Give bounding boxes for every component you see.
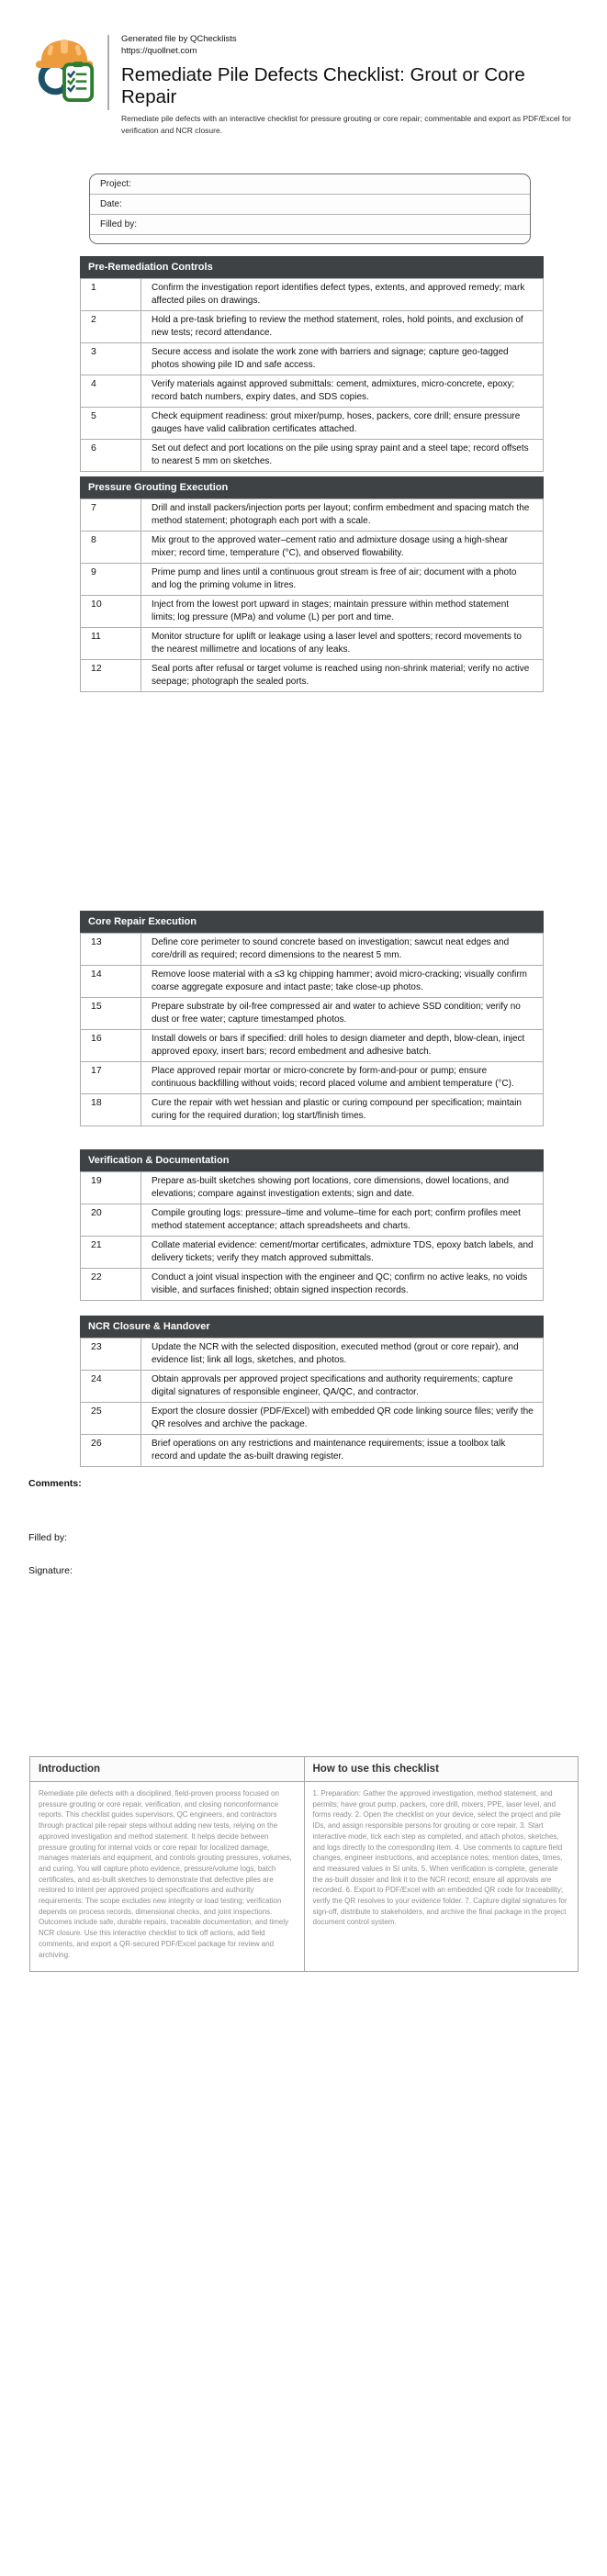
section-rows xyxy=(81,499,544,692)
section-title: Core Repair Execution xyxy=(80,911,544,933)
checklist-table xyxy=(80,1171,544,1301)
item-text: Secure access and isolate the work zone with barriers and signage; capture geo-tagged photos showing pile ID and safe access. xyxy=(141,343,544,375)
item-text: Prepare substrate by oil-free compressed air and water to achieve SSD condition; verify no dust or free water; capture timestamped photos. xyxy=(141,998,544,1030)
item-text: Conduct a joint visual inspection with the engineer and QC; confirm no active leaks, no voids visible, and surfaces finished; obtain signed inspection records. xyxy=(141,1269,544,1301)
checklist-row xyxy=(81,1172,544,1204)
checklist-table xyxy=(80,278,544,472)
meta-field-label: Filled by: xyxy=(90,215,530,235)
generated-by-text: Generated file by QChecklists xyxy=(121,34,237,44)
checklist-section xyxy=(80,476,544,692)
intro-body: Remediate pile defects with a disciplined, field-proven process focused on pressure grouting or core repair, verification, and closing nonconformance reports. This checklist guides supervisors, QC engineers, and contractors through practical pile repair steps without adding new tests, relying on the approved investigation and method statement. It helps decide between pressure grouting for internal voids or core repair for localized damage, manages materials and equipment, and controls grouting pressures, volumes, and curing. You will capture photo evidence, pressure/volume logs, batch certificates, and as-built sketches to demonstrate that defective piles are restored to intent per approved project specifications and authority requirements. The scope excludes new integrity or load testing; verification depends on process records, dimensional checks, and joint inspections. Outcomes include safe, durable repairs, traceable documentation, and timely NCR closure. Use this interactive checklist to tick off actions, add field comments, and export a QR-secured PDF/Excel package for review and archiving. xyxy=(30,1782,305,1972)
meta-field-label: Date: xyxy=(90,195,530,215)
checklist-row xyxy=(81,1094,544,1126)
item-text: Collate material evidence: cement/mortar certificates, admixture TDS, epoxy batch labels, and delivery tickets; verify they match approved submittals. xyxy=(141,1237,544,1269)
item-number: 15 xyxy=(81,998,141,1030)
page-subtitle: Remediate pile defects with an interactive checklist for pressure grouting or core repair; commentable and export as PDF/Excel for verification and NCR closure. xyxy=(121,113,571,136)
checklist-row xyxy=(81,343,544,375)
item-number: 20 xyxy=(81,1204,141,1237)
checklist-row xyxy=(81,1338,544,1371)
item-text: Compile grouting logs: pressure–time and volume–time for each port; confirm profiles meet method statement acceptance; attach spreadsheets and charts. xyxy=(141,1204,544,1237)
item-text: Define core perimeter to sound concrete based on investigation; sawcut neat edges and core/drill as required; record dimensions to the nearest 5 mm. xyxy=(141,934,544,966)
item-text: Inject from the lowest port upward in stages; maintain pressure within method statement limits; log pressure (MPa) and volume (L) per port and time. xyxy=(141,596,544,628)
document-header xyxy=(0,0,607,137)
checklist-row xyxy=(81,532,544,564)
qchecklists-logo xyxy=(30,35,98,105)
checklist-row xyxy=(81,966,544,998)
checklist-row xyxy=(81,408,544,440)
meta-rows-container xyxy=(90,174,530,235)
item-text: Mix grout to the approved water–cement ratio and admixture dosage using a high-shear mixer; record time, temperature (°C), and observed flowability. xyxy=(141,532,544,564)
checklist-row xyxy=(81,279,544,311)
item-number: 9 xyxy=(81,564,141,596)
item-text: Set out defect and port locations on the pile using spray paint and a steel tape; record offsets to nearest 5 mm on sketches. xyxy=(141,440,544,472)
info-table-body-row xyxy=(30,1782,579,1972)
item-number: 21 xyxy=(81,1237,141,1269)
item-number: 18 xyxy=(81,1094,141,1126)
item-text: Drill and install packers/injection ports per layout; confirm embedment and spacing match the method statement; photograph each port with a scale. xyxy=(141,499,544,532)
checklist-row xyxy=(81,998,544,1030)
meta-box xyxy=(89,174,531,244)
item-number: 25 xyxy=(81,1403,141,1435)
checklist-row xyxy=(81,660,544,692)
checklist-section xyxy=(80,1149,544,1301)
checklist-table xyxy=(80,933,544,1126)
section-rows xyxy=(81,1338,544,1467)
checklist-table xyxy=(80,498,544,692)
item-number: 14 xyxy=(81,966,141,998)
checklist-row xyxy=(81,311,544,343)
item-text: Install dowels or bars if specified: drill holes to design diameter and depth, blow-clean, inject approved epoxy, insert bars; record embedment and adhesive batch. xyxy=(141,1030,544,1062)
item-text: Prepare as-built sketches showing port locations, core dimensions, dowel locations, and elevations; compare against investigation extents; sign and date. xyxy=(141,1172,544,1204)
section-title: Verification & Documentation xyxy=(80,1149,544,1171)
checklist-row xyxy=(81,1435,544,1467)
checklist-row xyxy=(81,499,544,532)
howto-body: 1. Preparation: Gather the approved investigation, method statement, and permits; have grout pump, packers, core drill, mixers, PPE, laser level, and forms ready. 2. Open the checklist on your device, select the project and pile IDs, and assign responsible persons for grouting or core repair. 3. Start interactive mode, tick each step as completed, and attach photos, sketches, and logs directly to the corresponding item. 4. Use comments to capture field changes, engineer instructions, and acceptance notes; mention dates, times, and measured values in SI units. 5. When verification is complete, generate the as-built dossier and link it to the NCR record; ensure all approvals are recorded. 6. Export to PDF/Excel with an embedded QR code for traceability; verify the QR resolves to your evidence folder. 7. Capture digital signatures for sign-off, distribute to stakeholders, and archive the final package in the project document control system. xyxy=(304,1782,579,1972)
meta-field-label: Project: xyxy=(90,174,530,195)
checklist-row xyxy=(81,1062,544,1094)
signature-label: Signature: xyxy=(28,1565,73,1577)
checklist-row xyxy=(81,1237,544,1269)
item-text: Brief operations on any restrictions and maintenance requirements; issue a toolbox talk record and update the as-built drawing register. xyxy=(141,1435,544,1467)
item-number: 22 xyxy=(81,1269,141,1301)
checklist-row xyxy=(81,1030,544,1062)
item-number: 5 xyxy=(81,408,141,440)
section-title: Pressure Grouting Execution xyxy=(80,476,544,498)
item-text: Place approved repair mortar or micro-concrete by form-and-pour or pump; ensure continuous backfilling without voids; record placed volume and ambient temperature (°C). xyxy=(141,1062,544,1094)
site-url-text: https://quollnet.com xyxy=(121,46,197,57)
item-number: 10 xyxy=(81,596,141,628)
item-number: 6 xyxy=(81,440,141,472)
item-number: 17 xyxy=(81,1062,141,1094)
section-title: Pre-Remediation Controls xyxy=(80,256,544,278)
header-divider xyxy=(107,35,109,110)
checklist-clipboard-icon xyxy=(64,62,92,100)
item-number: 12 xyxy=(81,660,141,692)
checklist-row xyxy=(81,564,544,596)
item-number: 19 xyxy=(81,1172,141,1204)
item-number: 26 xyxy=(81,1435,141,1467)
item-text: Seal ports after refusal or target volume is reached using non-shrink material; verify no active seepage; photograph the sealed ports. xyxy=(141,660,544,692)
item-number: 23 xyxy=(81,1338,141,1371)
item-text: Update the NCR with the selected disposition, executed method (grout or core repair), and evidence list; link all logs, sketches, and photos. xyxy=(141,1338,544,1371)
checklist-row xyxy=(81,440,544,472)
meta-spacer xyxy=(90,235,530,243)
checklist-row xyxy=(81,1371,544,1403)
info-table xyxy=(29,1756,579,1972)
checklist-row xyxy=(81,375,544,408)
item-text: Hold a pre-task briefing to review the method statement, roles, hold points, and exclusion of new tests; record attendance. xyxy=(141,311,544,343)
checklist-row xyxy=(81,596,544,628)
item-text: Monitor structure for uplift or leakage using a laser level and spotters; record movements to the nearest millimetre and locations of any leaks. xyxy=(141,628,544,660)
item-number: 11 xyxy=(81,628,141,660)
checklist-section xyxy=(80,1316,544,1467)
item-number: 2 xyxy=(81,311,141,343)
section-title: NCR Closure & Handover xyxy=(80,1316,544,1338)
item-number: 7 xyxy=(81,499,141,532)
item-number: 3 xyxy=(81,343,141,375)
item-text: Check equipment readiness: grout mixer/pump, hoses, packers, core drill; ensure pressure gauges have valid calibration certificates attached. xyxy=(141,408,544,440)
item-text: Verify materials against approved submittals: cement, admixtures, micro-concrete, epoxy; record batch numbers, expiry dates, and SDS copies. xyxy=(141,375,544,408)
section-rows xyxy=(81,1172,544,1301)
checklist-row xyxy=(81,934,544,966)
item-text: Remove loose material with a ≤3 kg chipping hammer; avoid micro-cracking; visually confirm coarse aggregate exposure and intact paste; take close-up photos. xyxy=(141,966,544,998)
filled-by-label: Filled by: xyxy=(28,1532,68,1544)
item-number: 8 xyxy=(81,532,141,564)
item-text: Obtain approvals per approved project specifications and authority requirements; capture digital signatures of responsible engineer, QA/QC, and contractor. xyxy=(141,1371,544,1403)
item-text: Export the closure dossier (PDF/Excel) with embedded QR code linking source files; verify the QR resolves and archive the package. xyxy=(141,1403,544,1435)
item-text: Prime pump and lines until a continuous grout stream is free of air; document with a photo and log the priming volume in litres. xyxy=(141,564,544,596)
item-number: 4 xyxy=(81,375,141,408)
intro-title: Introduction xyxy=(30,1757,305,1782)
checklist-row xyxy=(81,628,544,660)
checklist-section xyxy=(80,911,544,1126)
item-number: 1 xyxy=(81,279,141,311)
item-text: Confirm the investigation report identifies defect types, extents, and approved remedy; mark affected piles on drawings. xyxy=(141,279,544,311)
section-rows xyxy=(81,279,544,472)
checklist-row xyxy=(81,1204,544,1237)
item-number: 24 xyxy=(81,1371,141,1403)
item-number: 13 xyxy=(81,934,141,966)
info-table-header-row xyxy=(30,1757,579,1782)
checklist-row xyxy=(81,1403,544,1435)
page-title: Remediate Pile Defects Checklist: Grout or Core Repair xyxy=(121,63,525,107)
checklist-row xyxy=(81,1269,544,1301)
checklist-table xyxy=(80,1338,544,1467)
section-rows xyxy=(81,934,544,1126)
comments-label: Comments: xyxy=(28,1478,82,1490)
item-text: Cure the repair with wet hessian and plastic or curing compound per specification; maintain curing for the required duration; log start/finish times. xyxy=(141,1094,544,1126)
checklist-section xyxy=(80,256,544,472)
howto-title: How to use this checklist xyxy=(304,1757,579,1782)
item-number: 16 xyxy=(81,1030,141,1062)
sections-container xyxy=(80,256,544,1467)
